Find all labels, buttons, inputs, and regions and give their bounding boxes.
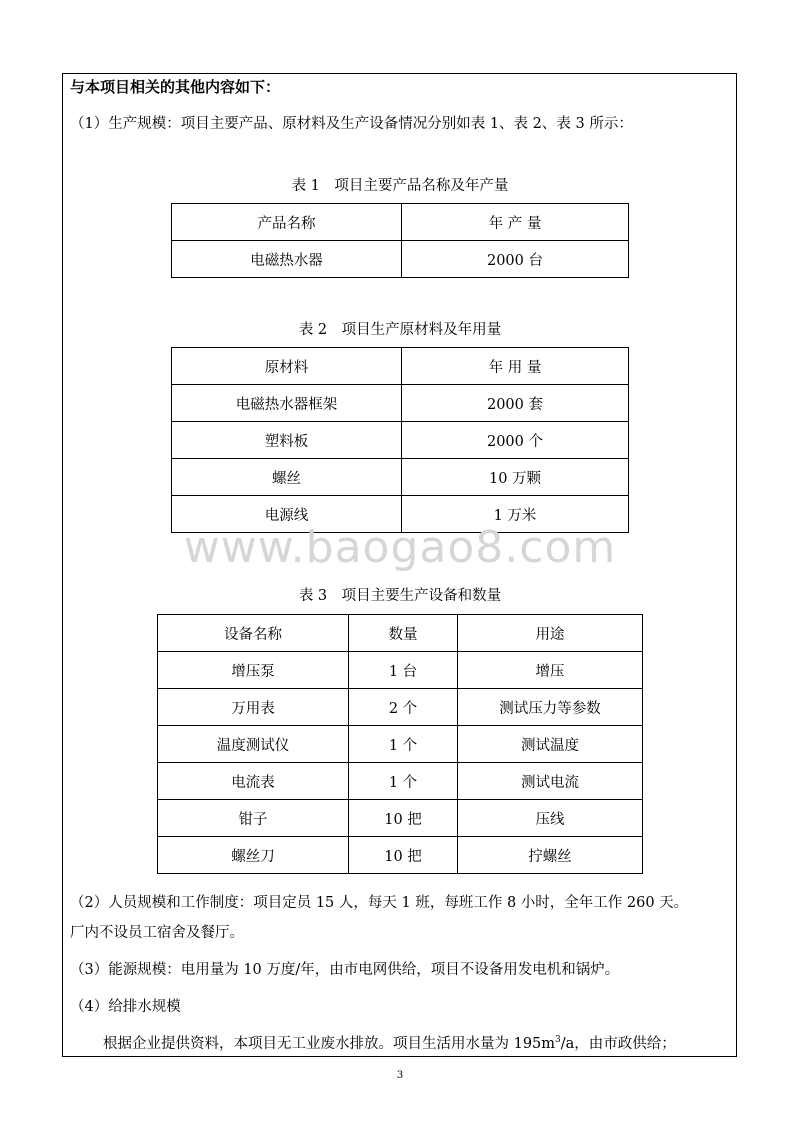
table-cell: 2 个 bbox=[349, 689, 458, 726]
energy-paragraph: （3）能源规模：电用量为 10 万度/年，由市电网供给，项目不设备用发电机和锅炉。 bbox=[70, 962, 620, 978]
water-heading: （4）给排水规模 bbox=[70, 999, 181, 1015]
staffing-paragraph-continued: 厂内不设员工宿舍及餐厅。 bbox=[70, 925, 244, 941]
page-number: 3 bbox=[396, 1070, 404, 1081]
table3-header-cell: 设备名称 bbox=[158, 615, 349, 652]
table-cell: 1 万米 bbox=[402, 496, 629, 533]
table-row bbox=[158, 800, 643, 837]
water-paragraph-text: 根据企业提供资料，本项目无工业废水排放。项目生活用水量为 195m bbox=[103, 1036, 556, 1052]
watermark: www.baogao8.com bbox=[183, 522, 617, 573]
table3 bbox=[157, 614, 643, 874]
table1-header-cell: 产品名称 bbox=[172, 204, 402, 241]
water-unit-superscript: 3 bbox=[555, 1035, 561, 1046]
table-cell: 万用表 bbox=[158, 689, 349, 726]
table2-header-row bbox=[172, 348, 629, 385]
table1-header-cell: 年 产 量 bbox=[402, 204, 629, 241]
table-cell: 电源线 bbox=[172, 496, 402, 533]
table-row bbox=[158, 726, 643, 763]
table-cell: 测试温度 bbox=[458, 726, 643, 763]
table-cell: 钳子 bbox=[158, 800, 349, 837]
table-cell: 1 个 bbox=[349, 763, 458, 800]
intro-paragraph: （1）生产规模：项目主要产品、原材料及生产设备情况分别如表 1、表 2、表 3 所示： bbox=[70, 116, 633, 132]
table-cell: 电流表 bbox=[158, 763, 349, 800]
table-cell: 10 万颗 bbox=[402, 459, 629, 496]
table-cell: 10 把 bbox=[349, 837, 458, 874]
table-cell: 2000 个 bbox=[402, 422, 629, 459]
table-cell: 压线 bbox=[458, 800, 643, 837]
table-cell: 增压 bbox=[458, 652, 643, 689]
table2 bbox=[171, 347, 629, 533]
table-row bbox=[172, 241, 629, 278]
table-cell: 2000 台 bbox=[402, 241, 629, 278]
table2-header-cell: 原材料 bbox=[172, 348, 402, 385]
table-cell: 螺丝 bbox=[172, 459, 402, 496]
table-row bbox=[158, 837, 643, 874]
table-cell: 1 台 bbox=[349, 652, 458, 689]
table1-header-row bbox=[172, 204, 629, 241]
table-row bbox=[172, 385, 629, 422]
table-cell: 增压泵 bbox=[158, 652, 349, 689]
table-cell: 拧螺丝 bbox=[458, 837, 643, 874]
table3-header-cell: 用途 bbox=[458, 615, 643, 652]
table-cell: 测试电流 bbox=[458, 763, 643, 800]
table-cell: 温度测试仪 bbox=[158, 726, 349, 763]
water-paragraph bbox=[103, 1032, 676, 1053]
table-cell: 电磁热水器框架 bbox=[172, 385, 402, 422]
table-row bbox=[172, 459, 629, 496]
table-cell: 塑料板 bbox=[172, 422, 402, 459]
table-cell: 10 把 bbox=[349, 800, 458, 837]
table3-caption: 表 3 项目主要生产设备和数量 bbox=[298, 588, 502, 604]
table-row bbox=[158, 652, 643, 689]
table-row bbox=[172, 496, 629, 533]
table3-header-row bbox=[158, 615, 643, 652]
table2-caption: 表 2 项目生产原材料及年用量 bbox=[298, 322, 502, 338]
table-cell: 电磁热水器 bbox=[172, 241, 402, 278]
table-cell: 2000 套 bbox=[402, 385, 629, 422]
staffing-paragraph: （2）人员规模和工作制度：项目定员 15 人，每天 1 班，每班工作 8 小时，全年工作 260 天。 bbox=[70, 895, 689, 911]
table-row bbox=[158, 763, 643, 800]
table1 bbox=[171, 203, 629, 278]
water-paragraph-suffix: /a，由市政供给； bbox=[560, 1036, 676, 1052]
table1-caption: 表 1 项目主要产品名称及年产量 bbox=[291, 178, 509, 194]
table-row bbox=[172, 422, 629, 459]
table-cell: 螺丝刀 bbox=[158, 837, 349, 874]
table-cell: 测试压力等参数 bbox=[458, 689, 643, 726]
table-row bbox=[158, 689, 643, 726]
section-heading: 与本项目相关的其他内容如下： bbox=[70, 78, 281, 96]
table2-header-cell: 年 用 量 bbox=[402, 348, 629, 385]
table3-header-cell: 数量 bbox=[349, 615, 458, 652]
table-cell: 1 个 bbox=[349, 726, 458, 763]
